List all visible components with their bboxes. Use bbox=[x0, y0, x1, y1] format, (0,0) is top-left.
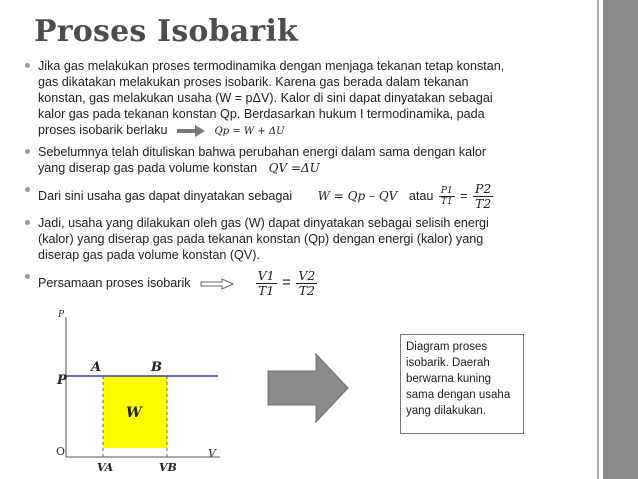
inline-formula: Qp = W + ΔU bbox=[214, 126, 285, 137]
frac-denominator: T1 bbox=[257, 283, 275, 298]
bullet-text: Jadi, usaha yang dilakukan oleh gas (W) dapat dinyatakan sebagai selisih energi (kalor) yang diserap gas pada tekanan konstan (Qp) dengan energi (kalor) yang diserap gas pada volume konstan (QV). bbox=[38, 216, 489, 262]
equals-sign: = bbox=[282, 273, 291, 291]
bullet-dot bbox=[25, 220, 30, 225]
point-a-label: A bbox=[91, 360, 102, 375]
bullet-text: Jika gas melakukan proses termodinamika dengan menjaga tekanan tetap konstan, gas dikatakan melakukan proses isobarik. Karena gas berada dalam tekanan konstan, gas melakukan usaha (W = pΔV). Kalor di sini dapat dinyatakan sebagai kalor gas pada tekanan konstan Qp. Berdasarkan hukum I termodinamika, pada proses isobarik berlaku bbox=[38, 59, 505, 137]
bullet-dot bbox=[25, 63, 30, 68]
caption-box: Diagram proses isobarik. Daerah berwarna kuning sama dengan usaha yang dilakukan. bbox=[400, 334, 524, 434]
frac-numerator: V2 bbox=[298, 268, 316, 283]
fraction-v1-t1 bbox=[256, 269, 277, 298]
point-b-label: B bbox=[151, 360, 162, 375]
axis-x-label: V bbox=[208, 447, 216, 460]
bullet-text: Dari sini usaha gas dapat dinyatakan sebagai bbox=[38, 188, 293, 203]
frac-numerator: V1 bbox=[257, 268, 275, 283]
bullet-item-5 bbox=[24, 269, 596, 298]
atau-word: atau bbox=[408, 188, 434, 203]
equals-sign: = bbox=[460, 188, 468, 203]
area-label: W bbox=[126, 405, 142, 421]
right-arrow-icon bbox=[266, 352, 350, 424]
bullet-list bbox=[24, 58, 596, 302]
origin-label: O bbox=[56, 445, 66, 458]
frac-denominator: T2 bbox=[475, 196, 492, 211]
bullet-text: Sebelumnya telah dituliskan bahwa perubahan energi dalam sama dengan kalor yang diserap gas pada volume konstan bbox=[38, 145, 487, 175]
bullet-item-1 bbox=[24, 58, 596, 140]
frac-denominator: T2 bbox=[298, 283, 315, 298]
frac-numerator: P1 bbox=[440, 186, 453, 196]
formula-qv: QV =ΔU bbox=[268, 161, 320, 175]
fraction-p2-t2 bbox=[473, 182, 493, 211]
va-label: VA bbox=[97, 461, 114, 474]
fraction-p1-t1 bbox=[439, 186, 455, 207]
frac-denominator: T1 bbox=[440, 197, 453, 207]
small-arrow-icon bbox=[177, 125, 205, 137]
axis-y-label: P bbox=[58, 310, 65, 320]
hollow-arrow-icon bbox=[200, 278, 234, 290]
slide-title: Proses Isobarik bbox=[34, 14, 299, 49]
pressure-label: P bbox=[57, 373, 67, 388]
fraction-v2-t2 bbox=[296, 269, 317, 298]
vb-label: VB bbox=[159, 461, 177, 474]
bullet-dot bbox=[25, 149, 30, 154]
bullet-item-3 bbox=[24, 182, 596, 211]
pv-diagram bbox=[40, 305, 230, 477]
bullet-dot bbox=[25, 274, 30, 279]
bullet-text: Persamaan proses isobarik bbox=[38, 275, 191, 290]
frac-numerator: P2 bbox=[475, 181, 492, 196]
bullet-dot bbox=[25, 187, 30, 192]
right-edge-line bbox=[597, 0, 599, 479]
formula-w: W = Qp – QV bbox=[317, 188, 398, 203]
bullet-item-2 bbox=[24, 144, 596, 176]
right-decor-band bbox=[603, 0, 638, 479]
bullet-item-4 bbox=[24, 215, 596, 263]
